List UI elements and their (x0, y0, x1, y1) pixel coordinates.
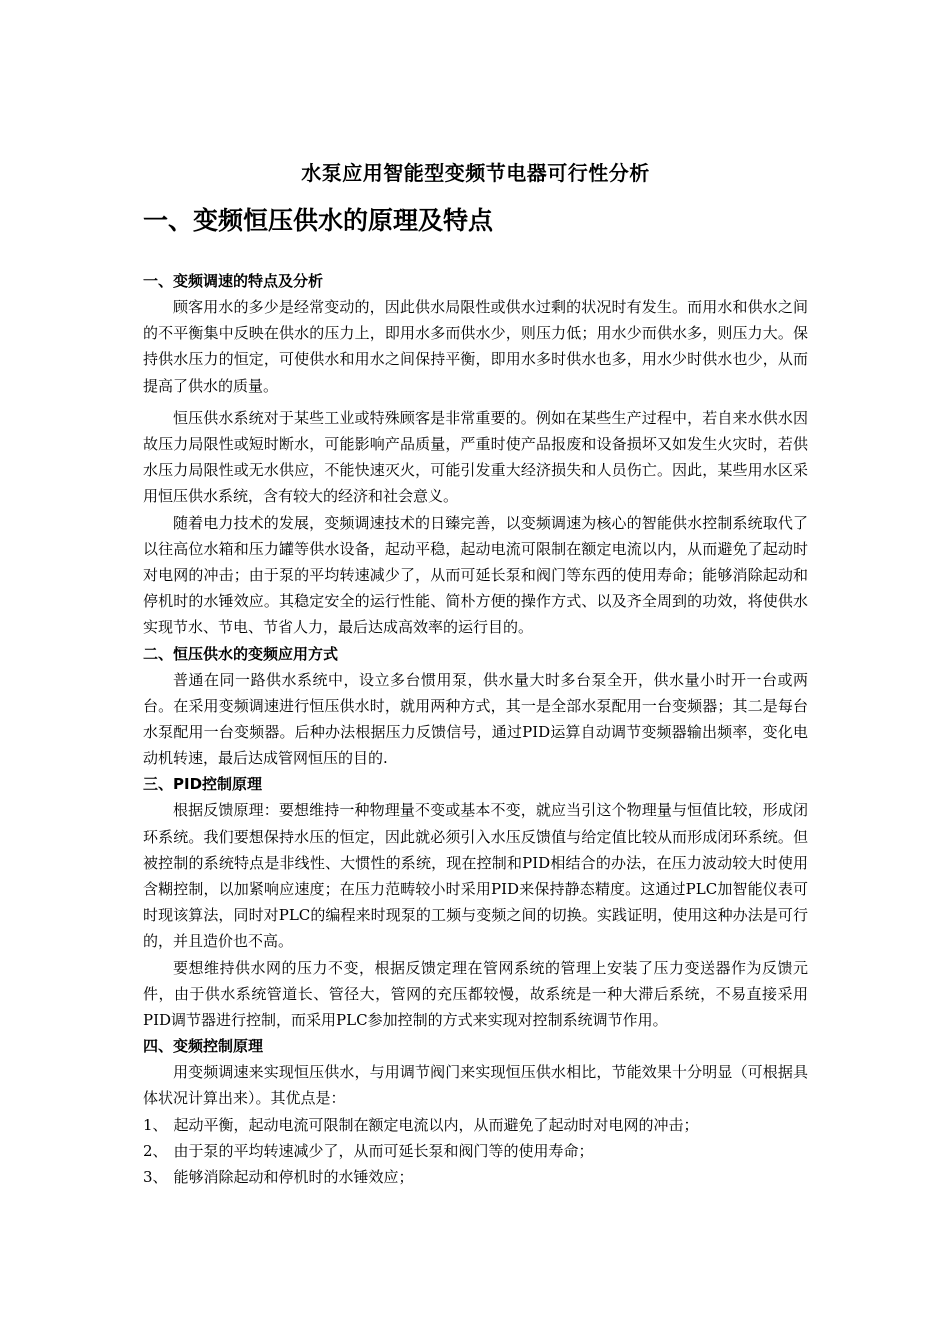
section-3 (143, 771, 808, 1033)
section-heading: 一、变频调速的特点及分析 (143, 272, 324, 290)
paragraph: 随着电力技术的发展，变频调速技术的日臻完善，以变频调速为核心的智能供水控制系统取代了以往高位水箱和压力罐等供水设备，起动平稳，起动电流可限制在额定电流以内，从而避免了起动时对电网的冲击；由于泵的平均转速减少了，从而可延长泵和阀门等东西的使用寿命；能够消除起动和停机时的水锤效应。其稳定安全的运行性能、简朴方便的操作方式、以及齐全周到的功效，将使供水实现节水、节电、节省人力，最后达成高效率的运行目的。 (143, 513, 808, 637)
paragraph: 根据反馈原理：要想维持一种物理量不变或基本不变，就应当引这个物理量与恒值比较，形成闭环系统。我们要想保持水压的恒定，因此就必须引入水压反馈值与给定值比较从而形成闭环系统。但被控制的系统特点是非线性、大惯性的系统，现在控制和PID相结合的办法，在压力波动较大时使用含糊控制，以加紧响应速度；在压力范畴较小时采用PID来保持静态精度。这通过PLC加智能仪表可时现该算法，同时对PLC的编程来时现泵的工频与变频之间的切换。实践证明，使用这种办法是可行的，并且造价也不高。 (143, 801, 808, 951)
list-number: 3、 (143, 1168, 168, 1187)
chapter-heading: 一、变频恒压供水的原理及特点 (143, 206, 494, 235)
list-item (143, 1138, 808, 1164)
list-number: 2、 (143, 1141, 168, 1160)
paragraph: 普通在同一路供水系统中，设立多台惯用泵，供水量大时多台泵全开，供水量小时开一台或两台。在采用变频调速进行恒压供水时，就用两种方式，其一是全部水泵配用一台变频器；其二是每台水泵配用一台变频器。后种办法根据压力反馈信号，通过PID运算自动调节变频器输出频率，变化电动机转速，最后达成管网恒压的目的. (143, 670, 808, 768)
list-item (143, 1164, 808, 1190)
list-number: 1、 (143, 1115, 168, 1134)
document-body (143, 156, 808, 1190)
paragraph: 恒压供水系统对于某些工业或特殊顾客是非常重要的。例如在某些生产过程中，若自来水供水因故压力局限性或短时断水，可能影响产品质量，严重时使产品报废和设备损坏又如发生火灾时，若供水压力局限性或无水供应，不能快速灭火，可能引发重大经济损失和人员伤亡。因此，某些用水区采用恒压供水系统，含有较大的经济和社会意义。 (143, 408, 808, 506)
list-text: 由于泵的平均转速减少了，从而可延长泵和阀门等的使用寿命； (173, 1141, 594, 1160)
section-2 (143, 641, 808, 772)
paragraph: 要想维持供水网的压力不变，根据反馈定理在管网系统的管理上安装了压力变送器作为反馈元件，由于供水系统管道长、管径大，管网的充压都较慢，故系统是一种大滞后系统，不易直接采用PID调节器进行控制，而采用PLC参加控制的方式来实现对控制系统调节作用。 (143, 958, 808, 1030)
section-heading: 二、恒压供水的变频应用方式 (143, 644, 339, 663)
paragraph: 用变频调速来实现恒压供水，与用调节阀门来实现恒压供水相比，节能效果十分明显（可根据具体状况计算出来）。其优点是： (143, 1063, 808, 1108)
paragraph: 顾客用水的多少是经常变动的，因此供水局限性或供水过剩的状况时有发生。而用水和供水之间的不平衡集中反映在供水的压力上，即用水多而供水少，则压力低；用水少而供水多，则压力大。保持供水压力的恒定，可使供水和用水之间保持平衡，即用水多时供水也多，用水少时供水也少，从而提高了供水的质量。 (143, 298, 808, 395)
list-text: 起动平衡，起动电流可限制在额定电流以内，从而避免了起动时对电网的冲击； (173, 1115, 699, 1134)
list-text: 能够消除起动和停机时的水锤效应； (173, 1168, 414, 1187)
section-heading: 三、PID控制原理 (143, 775, 263, 794)
section-4 (143, 1033, 808, 1190)
section-heading: 四、变频控制原理 (143, 1037, 264, 1056)
document-title: 水泵应用智能型变频节电器可行性分析 (301, 161, 650, 185)
list-item (143, 1112, 808, 1138)
section-1 (143, 268, 808, 641)
